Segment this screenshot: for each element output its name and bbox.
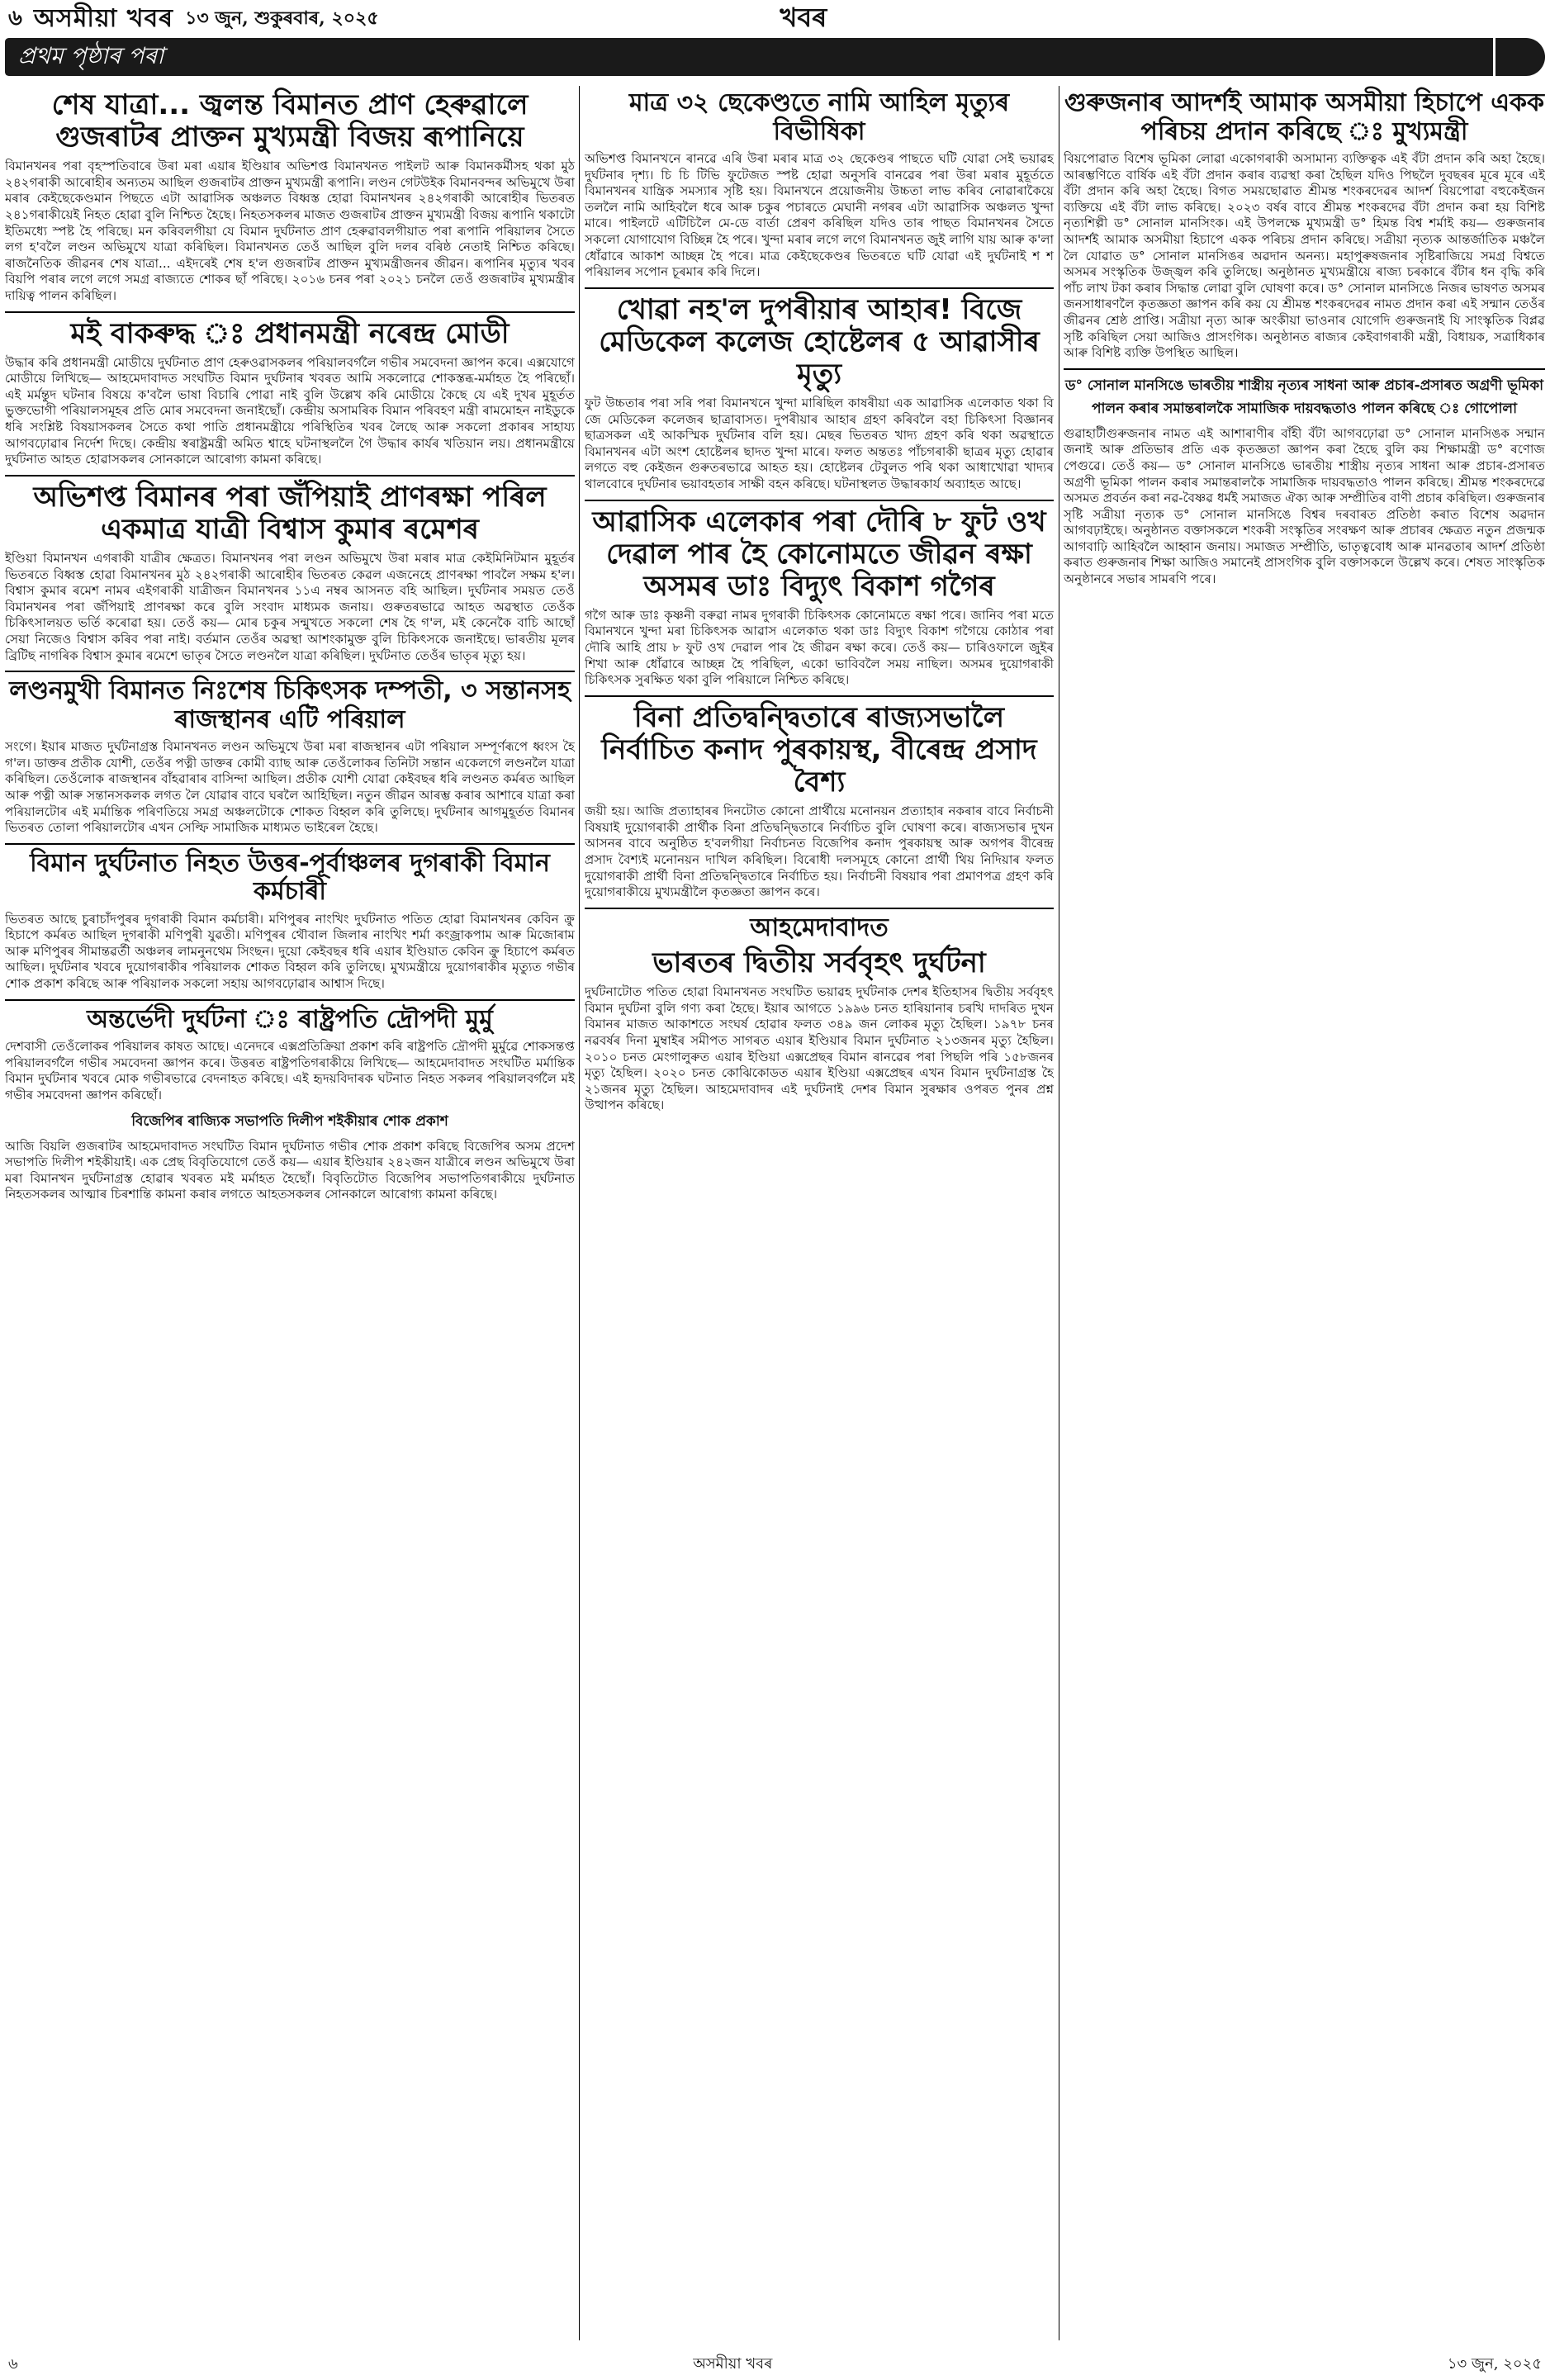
article-body: বিমানখনৰ পৰা বৃহস্পতিবাৰে উৰা মৰা এয়াৰ ইণ্ডিয়াৰ অভিশপ্ত বিমানখনত পাইলট আৰু বিমানকৰ্মীসহ থকা মুঠ ২৪২গৰাকী আৰোহীৰ অন্যতম আছিল গুজৰাটৰ প্ৰাক্তন মুখ্যমন্ত্ৰী ৰূপানি। লণ্ডন গেটউইক বিমানবন্দৰ অভিমুখে উৰা মৰাৰ কেইছেকেণ্ডমান পিছতে এটা আৱাসিক অঞ্চলত বিধ্বস্ত হোৱা বিমানখনৰ ২৪২গৰাকী আৰোহীৰ ভিতৰত ২৪১গৰাকীয়েই নিহত হোৱা বুলি নিশ্চিত হৈছে। নিহতসকলৰ মাজত গুজৰাটৰ প্ৰাক্তন মুখ্যমন্ত্ৰী বিজয় ৰূপানি থকাটো ইতিমধ্যে স্পষ্ট হৈ পৰিছে। মন কৰিবলগীয়া যে বিমান দুৰ্ঘটনাত প্ৰাণ হেৰুৱাবলগীয়াত পৰা ৰূপানি পৰিয়ালৰ সৈতে লগ হ'বলৈ লণ্ডন অভিমুখে যাত্ৰা কৰিছিল। বিমানখনত তেওঁ আছিল বুলি দলৰ বৰিষ্ঠ নেতাই নিশ্চিত কৰিছে। ৰাজনৈতিক জীৱনৰ শেষ যাত্ৰা... এইদৰেই শেষ হ'ল গুজৰাটৰ প্ৰাক্তন মুখ্যমন্ত্ৰীজনৰ জীৱন। ৰূপানিৰ মৃত্যুৰ খবৰ বিয়পি পৰাৰ লগে লগে সমগ্ৰ ৰাজ্যতে শোকৰ ছাঁ পৰিছে। ২০১৬ চনৰ পৰা ২০২১ চনলৈ তেওঁ গুজৰাটৰ মুখ্যমন্ত্ৰীৰ দায়িত্ব পালন কৰিছিল।: [5, 159, 575, 303]
divider: [585, 695, 1054, 697]
masthead-left: [8, 0, 379, 40]
paper-name: অসমীয়া খবৰ: [33, 3, 174, 33]
article-body: গুৱাহাটীগুৰুজনাৰ নামত এই আশাৰাণীৰ বাঁহী বঁটা আগবঢ়োৱা ড° সোনাল মানসিঙক সন্মান জনাই আৰু প্ৰতিভাৰ প্ৰতি এক কৃতজ্ঞতা জ্ঞাপন কৰা হৈছে বুলি কয় শিক্ষামন্ত্ৰী ড° ৰণোজ পেগুৱে। তেওঁ কয়— ড° সোনাল মানসিঙে ভাৰতীয় শাস্ত্ৰীয় নৃত্যৰ সাধনা আৰু প্ৰচাৰ-প্ৰসাৰত অগ্ৰণী ভূমিকা পালন কৰাৰ সমান্তৰালকৈ সামাজিক দায়বদ্ধতাও পালন কৰিছে। শ্ৰীমন্ত শংকৰদেৱে অসমত প্ৰবৰ্তন কৰা নৱ-বৈষ্ণৱ ধৰ্মই সমাজত ঐক্য আৰু সম্প্ৰীতিৰ বাণী প্ৰচাৰ কৰিছিল। গুৰুজনাৰ সৃষ্টি সত্ৰীয়া নৃত্যক ড° সোনাল মানসিঙে বিশ্বৰ দৰবাৰত প্ৰতিষ্ঠা কৰাত বিশেষ অৱদান আগবঢ়াইছে। অনুষ্ঠানত বক্তাসকলে শংকৰী সংস্কৃতিৰ সংৰক্ষণ আৰু প্ৰচাৰৰ ক্ষেত্ৰত নতুন প্ৰজন্মক আগবাঢ়ি আহিবলৈ আহ্বান জনায়। সমাজত সম্প্ৰীতি, ভাতৃত্ববোধ আৰু মানৱতাৰ আদৰ্শ প্ৰতিষ্ঠা কৰাত গুৰুজনাৰ শিক্ষা আজিও সমানেই প্ৰাসংগিক বুলি বক্তাসকলে উল্লেখ কৰে। শেষত সাংস্কৃতিক অনুষ্ঠানৰে সভাৰ সামৰণি পৰে।: [1064, 425, 1545, 587]
article-headline: অভিশপ্ত বিমানৰ পৰা জঁপিয়াই প্ৰাণৰক্ষা পৰিল একমাত্ৰ যাত্ৰী বিশ্বাস কুমাৰ ৰমেশৰ: [33, 480, 547, 546]
divider: [5, 311, 575, 313]
article: [5, 1006, 575, 1203]
article-subheading: ড° সোনাল মানসিঙে ভাৰতীয় শাস্ত্ৰীয় নৃত্যৰ সাধনা আৰু প্ৰচাৰ-প্ৰসাৰত অগ্ৰণী ভূমিকা পালন কৰাৰ সমান্তৰালকৈ সামাজিক দায়বদ্ধতাও পালন কৰিছে ঃ গোপোলা: [1064, 377, 1544, 417]
article: [585, 89, 1054, 281]
article-body: সংগে। ইয়াৰ মাজত দুৰ্ঘটনাগ্ৰস্ত বিমানখনত লণ্ডন অভিমুখে উৰা মৰা ৰাজস্থানৰ এটা পৰিয়াল সম্পূৰ্ণৰূপে ধ্বংস হৈ গ'ল। ডাক্তৰ প্ৰতীক যোশী, তেওঁৰ পত্নী ডাক্তৰ কোমী ব্যাছ আৰু তেওঁলোকৰ তিনিটা সন্তান একেলগে লণ্ডনলৈ যাত্ৰা কৰিছিল। তেওঁলোক ৰাজস্থানৰ বাঁহৱাৰাৰ বাসিন্দা আছিল। প্ৰতীক যোশী যোৱা কেইবছৰ ধৰি লণ্ডনত কৰ্মৰত আছিল আৰু পত্নী আৰু সন্তানসকলক লগত লৈ যোৱাৰ বাবে ঘৰলৈ আহিছিল। নতুন জীৱন আৰম্ভ কৰাৰ আশাৰে যাত্ৰা কৰা পৰিয়ালটোৰ এই মৰ্মান্তিক পৰিণতিয়ে সমগ্ৰ অঞ্চলটোকে শোকত বিহ্বল কৰি তুলিছে। দুৰ্ঘটনাৰ আগমুহূৰ্তত বিমানৰ ভিতৰত তোলা পৰিয়ালটোৰ এখন সেল্ফি সামাজিক মাধ্যমত ভাইৰেল হৈছে।: [5, 739, 575, 836]
article-body: গগৈ আৰু ডাঃ কৃষ্ণনী বৰুৱা নামৰ দুগৰাকী চিকিৎসক কোনোমতে ৰক্ষা পৰে। জানিব পৰা মতে বিমানখনে খুন্দা মৰা চিকিৎসক আৱাস এলেকাত থকা ডাঃ বিদ্যুৎ বিকাশ গগৈয়ে কোঠাৰ পৰা দৌৰি আহি প্ৰায় ৮ ফুট ওখ দেৱাল পাৰ হৈ জীৱন ৰক্ষা কৰে। তেওঁ কয়— চাৰিওফালে জুইৰ শিখা আৰু ধোঁৱাৰে আচ্ছন্ন হৈ পৰিছিল, একো ভাবিবলৈ সময় নাছিল। অসমৰ দুয়োগৰাকী চিকিৎসক সুৰক্ষিত থকা বুলি পৰিয়ালে নিশ্চিত কৰিছে।: [585, 607, 1054, 688]
article-body: উদ্ধাৰ কৰি প্ৰধানমন্ত্ৰী মোডীয়ে দুৰ্ঘটনাত প্ৰাণ হেৰুওৱাসকলৰ পৰিয়ালবৰ্গলৈ গভীৰ সমবেদনা জ্ঞাপন কৰে। এক্সযোগে মোডীয়ে লিখিছে— আহমেদাবাদত সংঘটিত বিমান দুৰ্ঘটনাৰ খবৰত আমি সকলোৱে শোকস্তব্ধ-মৰ্মাহত হৈ পৰিছোঁ। এই মৰ্মন্তুদ ঘটনাৰ বিষয়ে ক'বলৈ ভাষা বিচাৰি পোৱা নাই বুলি উল্লেখ কৰি মোডীয়ে কৈছে যে এই দুখৰ মুহূৰ্তত ভুক্তভোগী পৰিয়ালসমূহৰ প্ৰতি মোৰ সমবেদনা জনাইছোঁ। কেন্দ্ৰীয় অসামৰিক বিমান পৰিবহণ মন্ত্ৰী ৰামমোহন নাইডুকে ধৰি সংশ্লিষ্ট বিষয়াসকলৰ সৈতে কথা পাতি প্ৰধানমন্ত্ৰীয়ে পৰিস্থিতিৰ খবৰ লৈছে আৰু সকলো প্ৰকাৰৰ সাহায্য আগবঢ়োৱাৰ নিৰ্দেশ দিছে। কেন্দ্ৰীয় স্বৰাষ্ট্ৰমন্ত্ৰী অমিত শ্বাহে ঘটনাস্থললৈ গৈ উদ্ধাৰ কাৰ্যৰ খতিয়ান লয়। প্ৰধানমন্ত্ৰীয়ে দুৰ্ঘটনাত আহত হোৱাসকলৰ সোনকালে আৰোগ্য কামনা কৰিছে।: [5, 354, 575, 467]
article-headline: বিনা প্ৰতিদ্বন্দ্বিতাৰে ৰাজ্যসভালৈ নিৰ্বাচিত কনাদ পুৰকায়স্থ, বীৰেন্দ্ৰ প্ৰসাদ বৈশ্য: [601, 700, 1037, 799]
article-headline: মাত্ৰ ৩২ ছেকেণ্ডতে নামি আহিল মৃত্যুৰ বিভীষিকা: [628, 88, 1010, 146]
article: [585, 294, 1054, 493]
article-body: আজি বিয়লি গুজৰাটৰ আহমেদাবাদত সংঘটিত বিমান দুৰ্ঘটনাত গভীৰ শোক প্ৰকাশ কৰিছে বিজেপিৰ অসম প্ৰদেশ সভাপতি দিলীপ শইকীয়াই। এক প্ৰেছ বিবৃতিযোগে তেওঁ কয়— এয়াৰ ইণ্ডিয়াৰ ২৪২জন যাত্ৰীৰে লণ্ডন অভিমুখে উৰা মৰা বিমানখন দুৰ্ঘটনাগ্ৰস্ত হোৱাৰ খবৰত মই মৰ্মাহত হৈছোঁ। বিবৃতিটোত বিজেপিৰ সভাপতিগৰাকীয়ে দুৰ্ঘটনাত নিহতসকলৰ আত্মাৰ চিৰশান্তি কামনা কৰাৰ লগতে আহতসকলৰ সোনকালে আৰোগ্য কামনা কৰিছে।: [5, 1138, 575, 1202]
article: [585, 506, 1054, 689]
column-divider: [579, 86, 580, 2340]
footer-date: ১৩ জুন, ২০২৫: [1447, 2355, 1542, 2373]
article: [5, 850, 575, 993]
article-headline: অন্তৰ্ভেদী দুৰ্ঘটনা ঃ ৰাষ্ট্ৰপতি দ্ৰৌপদী মুৰ্মু: [87, 1004, 493, 1034]
article: [5, 481, 575, 664]
article: [5, 89, 575, 305]
column-right: [1064, 86, 1545, 2340]
divider: [5, 843, 575, 845]
article-body: অভিশপ্ত বিমানখনে ৰানৱে এৰি উৰা মৰাৰ মাত্ৰ ৩২ ছেকেণ্ডৰ পাছতে ঘটি যোৱা সেই ভয়াৱহ দুৰ্ঘটনাৰ দৃশ্য। চি চি টিভি ফুটেজত স্পষ্ট হোৱা অনুসৰি বানৱেৰ পৰা উৰা মৰাৰ মুহূৰ্ততে বিমানখনৰ যান্ত্ৰিক সমস্যাৰ সৃষ্টি হয়। বিমানখনে প্ৰয়োজনীয় উচ্চতা লাভ কৰিব নোৱাৰাকৈয়ে তললৈ নামি আহিবলৈ ধৰে আৰু চকুৰ পচাৰতে মেঘানী নগৰৰ এটা আৱাসিক অঞ্চলত খুন্দা মাৰে। পাইলটে এটিচিলৈ মে-ডে বাৰ্তা প্ৰেৰণ কৰিছিল যদিও তাৰ পাছত বিমানখনৰ সৈতে সকলো যোগাযোগ বিচ্ছিন্ন হৈ পৰে। খুন্দা মৰাৰ লগে লগে বিমানখনত জুই লাগি যায় আৰু ক'লা ধোঁৱাৰে আকাশ আচ্ছন্ন হৈ পৰে। মাত্ৰ কেইছেকেণ্ডৰ ভিতৰতে ঘটি যোৱা এই দুৰ্ঘটনাই শ শ পৰিয়ালৰ সপোন চূৰমাৰ কৰি দিলে।: [585, 151, 1054, 280]
page-footer: [8, 2352, 1542, 2377]
article-kicker: আহমেদাবাদত: [750, 913, 889, 942]
article-headline: বিমান দুৰ্ঘটনাত নিহত উত্তৰ-পূৰ্বাঞ্চলৰ দুগৰাকী বিমান কৰ্মচাৰী: [30, 848, 550, 907]
masthead: [8, 3, 1542, 35]
article-body: জয়ী হয়। আজি প্ৰত্যাহাৰৰ দিনটোত কোনো প্ৰাৰ্থীয়ে মনোনয়ন প্ৰত্যাহাৰ নকৰাৰ বাবে নিৰ্বাচনী বিষয়াই দুয়োগৰাকী প্ৰাৰ্থীক বিনা প্ৰতিদ্বন্দ্বিতাৰে নিৰ্বাচিত বুলি ঘোষণা কৰে। ৰাজ্যসভাৰ দুখন আসনৰ বাবে অনুষ্ঠিত হ'বলগীয়া নিৰ্বাচনত বিজেপিৰ কনাদ পুৰকায়স্থ আৰু অগপৰ বীৰেন্দ্ৰ প্ৰসাদ বৈশ্যই মনোনয়ন দাখিল কৰিছিল। বিৰোধী দলসমূহে কোনো প্ৰাৰ্থী থিয় নিদিয়াৰ ফলত দুয়োগৰাকী প্ৰাৰ্থী বিনা প্ৰতিদ্বন্দ্বিতাৰে নিৰ্বাচিত হয়। নিৰ্বাচনী বিষয়াৰ পৰা প্ৰমাণপত্ৰ গ্ৰহণ কৰি দুয়োগৰাকীয়ে মুখ্যমন্ত্ৰীলৈ কৃতজ্ঞতা জ্ঞাপন কৰে।: [585, 804, 1054, 900]
article-headline: খোৱা নহ'ল দুপৰীয়াৰ আহাৰ! বিজে মেডিকেল কলেজ হোষ্টেলৰ ৫ আৱাসীৰ মৃত্যু: [599, 292, 1040, 391]
footer-paper-name: অসমীয়া খবৰ: [693, 2355, 773, 2373]
divider: [585, 500, 1054, 501]
column-left: [5, 86, 575, 2340]
article-headline: লণ্ডনমুখী বিমানত নিঃশেষ চিকিৎসক দম্পতী, ৩ সন্তানসহ ৰাজস্থানৰ এটি পৰিয়াল: [9, 676, 571, 734]
article-headline: মই বাকৰুদ্ধ ঃ প্ৰধানমন্ত্ৰী নৰেন্দ্ৰ মোডী: [70, 316, 510, 350]
article: [5, 677, 575, 837]
article: [5, 318, 575, 468]
article: [585, 914, 1054, 1114]
divider: [5, 999, 575, 1001]
article-subheading: বিজেপিৰ ৰাজ্যিক সভাপতি দিলীপ শইকীয়াৰ শোক প্ৰকাশ: [131, 1112, 448, 1130]
banner-curl-icon: [1493, 38, 1545, 76]
page-number: ৬: [8, 6, 22, 31]
article: [585, 702, 1054, 901]
column-middle: [585, 86, 1054, 2340]
footer-page-number: ৬: [8, 2355, 18, 2373]
section-title: খবৰ: [780, 2, 827, 33]
article-body: বিয়পোৱাত বিশেষ ভূমিকা লোৱা একোগৰাকী অসামান্য ব্যক্তিত্বক এই বঁটা প্ৰদান কৰি অহা হৈছে। আৰম্ভণিতে বাৰ্ষিক এই বঁটা প্ৰদান কৰাৰ ব্যৱস্থা কৰা হৈছিল যদিও পিছলৈ দুবছৰৰ মূৰে মূৰে এই বঁটা প্ৰদান কৰি অহা হৈছে। বিগত সময়ছোৱাত শ্ৰীমন্ত শংকৰদেৱৰ আদৰ্শ বিয়পোৱা বহুকেইজন ব্যক্তিয়ে এই বঁটা লাভ কৰিছে। ২০২৩ বৰ্ষৰ বাবে শ্ৰীমন্ত শংকৰদেৱ বঁটা প্ৰদান কৰা হয় বিশিষ্ট নৃত্যশিল্পী ড° সোনাল মানসিংক। এই উপলক্ষে মুখ্যমন্ত্ৰী ড° হিমন্ত বিশ্ব শৰ্মাই কয়— গুৰুজনাৰ আদৰ্শই আমাক অসমীয়া হিচাপে একক পৰিচয় প্ৰদান কৰিছে। সত্ৰীয়া নৃত্যক আন্তৰ্জাতিক মঞ্চলৈ লৈ যোৱাত ড° সোনাল মানসিঙৰ অৱদান অনন্য। মহাপুৰুষজনাৰ সৃষ্টিৰাজিয়ে সমগ্ৰ বিশ্বতে অসমৰ সংস্কৃতিক উজ্জ্বল কৰি তুলিছে। অনুষ্ঠানত মুখ্যমন্ত্ৰীয়ে ৰাজ্য চৰকাৰে বঁটাৰ ধন বৃদ্ধি কৰি পাঁচ লাখ টকা কৰাৰ সিদ্ধান্ত লোৱা বুলি ঘোষণা কৰে। ড° সোনাল মানসিঙে নিজৰ ভাষণত অসমৰ জনসাধাৰণলৈ কৃতজ্ঞতা জ্ঞাপন কৰি কয় যে শ্ৰীমন্ত শংকৰদেৱৰ নামত প্ৰদান কৰা এই সন্মান তেওঁৰ জীৱনৰ শ্ৰেষ্ঠ প্ৰাপ্তি। সত্ৰীয়া নৃত্য আৰু অংকীয়া ভাওনাৰ যোগেদি গুৰুজনাই যি সাংস্কৃতিক বিপ্লৱ সৃষ্টি কৰিছিল সেয়া আজিও প্ৰাসংগিক। অনুষ্ঠানত ৰাজ্যৰ কেইবাগৰাকী মন্ত্ৰী, বিধায়ক, সত্ৰাধিকাৰ আৰু বিশিষ্ট ব্যক্তি উপস্থিত আছিল।: [1064, 151, 1545, 361]
divider: [5, 475, 575, 476]
divider: [585, 287, 1054, 289]
article-headline: আৱাসিক এলেকাৰ পৰা দৌৰি ৮ ফুট ওখ দেৱাল পাৰ হৈ কোনোমতে জীৱন ৰক্ষা অসমৰ ডাঃ বিদ্যুৎ বিকাশ গগৈৰ: [592, 505, 1046, 603]
article-headline: গুৰুজনাৰ আদৰ্শই আমাক অসমীয়া হিচাপে একক পৰিচয় প্ৰদান কৰিছে ঃ মুখ্যমন্ত্ৰী: [1064, 88, 1545, 146]
section-label: প্ৰথম পৃষ্ঠাৰ পৰা: [18, 41, 164, 69]
article-body: দুৰ্ঘটনাটোত পতিত হোৱা বিমানখনত সংঘটিত ভয়াৱহ দুৰ্ঘটনাক দেশৰ ইতিহাসৰ দ্বিতীয় সৰ্ববৃহৎ বিমান দুৰ্ঘটনা বুলি গণ্য কৰা হৈছে। ইয়াৰ আগতে ১৯৯৬ চনত হাৰিয়ানাৰ চৰখি দাদৰিত দুখন বিমানৰ মাজত আকাশতে সংঘৰ্ষ হোৱাৰ ফলত ৩৪৯ জন লোকৰ মৃত্যু হৈছিল। ১৯৭৮ চনৰ নৱবৰ্ষৰ দিনা মুম্বাইৰ সমীপত সাগৰত এয়াৰ ইণ্ডিয়াৰ বিমান দুৰ্ঘটনাত ২১৩জনৰ মৃত্যু হৈছিল। ২০১০ চনত মেংগালুৰুত এয়াৰ ইণ্ডিয়া এক্সপ্ৰেছৰ বিমান ৰানৱেৰ পৰা পিছলি পৰি ১৫৮জনৰ মৃত্যু হৈছিল। ২০২০ চনত কোঝিকোডত এয়াৰ ইণ্ডিয়া এক্সপ্ৰেছৰ এখন বিমান দুৰ্ঘটনাগ্ৰস্ত হৈ ২১জনৰ মৃত্যু হৈছিল। আহমেদাবাদৰ এই দুৰ্ঘটনাই দেশৰ বিমান সুৰক্ষাৰ ওপৰত পুনৰ প্ৰশ্ন উত্থাপন কৰিছে।: [585, 984, 1054, 1113]
article-headline: ভাৰতৰ দ্বিতীয় সৰ্ববৃহৎ দুৰ্ঘটনা: [652, 946, 986, 980]
article-body: ভিতৰত আছে চুৰাচাঁদপুৰৰ দুগৰাকী বিমান কৰ্মচাৰী। মণিপুৰৰ নাংখিং দুৰ্ঘটনাত পতিত হোৱা বিমানখনৰ কেবিন ক্ৰু হিচাপে কৰ্মৰত আছিল দুগৰাকী মণিপুৰী যুৱতী। মণিপুৰৰ থৌবাল জিলাৰ নাংখিং শৰ্মা কংজ্ৰাকপাম আৰু মিজোৰাম আৰু মণিপুৰৰ সীমান্তৱৰ্তী অঞ্চলৰ লামনুনথেম সিংছন। দুয়ো কেইবছৰ ধৰি এয়াৰ ইণ্ডিয়াত কেবিন ক্ৰু হিচাপে কৰ্মৰত আছিল। দুৰ্ঘটনাৰ খবৰে দুয়োগৰাকীৰ পৰিয়ালক শোকত বিহ্বল কৰি তুলিছে। মুখ্যমন্ত্ৰীয়ে দুয়োগৰাকীৰ মৃত্যুত গভীৰ শোক প্ৰকাশ কৰিছে আৰু পৰিয়ালক সকলো সহায় আগবঢ়োৱাৰ আশ্বাস দিছে।: [5, 911, 575, 992]
issue-date: ১৩ জুন, শুকুৰবাৰ, ২০২৫: [185, 7, 379, 29]
divider: [5, 671, 575, 672]
section-banner: [5, 38, 1545, 76]
divider: [585, 908, 1054, 909]
article-body: ফুট উচ্চতাৰ পৰা সৰি পৰা বিমানখনে খুন্দা মাৰিছিল কাষৰীয়া এক আৱাসিক এলেকাত থকা বি জে মেডিকেল কলেজৰ ছাত্ৰাবাসত। দুপৰীয়াৰ আহাৰ গ্ৰহণ কৰিবলৈ বহা চিকিৎসা বিজ্ঞানৰ ছাত্ৰসকল এই আকস্মিক দুৰ্ঘটনাৰ বলি হয়। মেছৰ ভিতৰত খাদ্য গ্ৰহণ কৰি থকা অৱস্থাতে বিমানখনৰ এটা অংশ হোষ্টেলৰ ছাদত খুন্দা মাৰে। ফলত অন্ততঃ পাঁচগৰাকী ছাত্ৰৰ মৃত্যু হোৱাৰ লগতে বহু কেইজন গুৰুতৰভাৱে আহত হয়। হোষ্টেলৰ টেবুলত পৰি থকা আধাখোৱা খাদ্যৰ থালবোৰে দুৰ্ঘটনাৰ ভয়াবহতাৰ সাক্ষী বহন কৰিছে। ঘটনাস্থলত উদ্ধাৰকাৰ্য অব্যাহত আছে।: [585, 396, 1054, 491]
divider: [1064, 368, 1545, 370]
article-headline: শেষ যাত্ৰা... জ্বলন্ত বিমানত প্ৰাণ হেৰুৱালে গুজৰাটৰ প্ৰাক্তন মুখ্যমন্ত্ৰী বিজয় ৰূপানিয়ে: [51, 88, 529, 154]
article: [1064, 89, 1545, 588]
article-body: ইণ্ডিয়া বিমানখন এগৰাকী যাত্ৰীৰ ক্ষেত্ৰত। বিমানখনৰ পৰা লণ্ডন অভিমুখে উৰা মৰাৰ মাত্ৰ কেইমিনিটমান মুহূৰ্তৰ ভিতৰতে বিধ্বস্ত হোৱা বিমানখনৰ মুঠ ২৪২গৰাকী আৰোহীৰ ভিতৰত কেৱল এজনেহে প্ৰাণৰক্ষা পাবলৈ সক্ষম হ'ল। বিশ্বাস কুমাৰ ৰমেশ নামৰ এইগৰাকী যাত্ৰীজন বিমানখনৰ ১১এ নম্বৰ আসনত বহি আছিল। দুৰ্ঘটনাৰ সময়ত তেওঁ বিমানখনৰ পৰা জঁপিয়াই প্ৰাণৰক্ষা কৰে বুলি সংবাদ মাধ্যমক জনায়। গুৰুতৰভাৱে আহত অৱস্থাত তেওঁক চিকিৎসালয়ত ভৰ্তি কৰোৱা হয়। তেওঁ কয়— মোৰ চকুৰ সন্মুখতে সকলো শেষ হৈ গ'ল, মই কেনেকৈ বাচি আছোঁ সেয়া নিজেও বিশ্বাস কৰিব পৰা নাই। বৰ্তমান তেওঁৰ অৱস্থা আশংকামুক্ত বুলি চিকিৎসকে জনাইছে। ভাৰতীয় মূলৰ ব্ৰিটিছ নাগৰিক বিশ্বাস কুমাৰ ৰমেশে ভাতৃৰ সৈতে লণ্ডনলৈ যাত্ৰা কৰিছিল। দুৰ্ঘটনাত তেওঁৰ ভাতৃৰ মৃত্যু হয়।: [5, 550, 575, 663]
article-body: দেশবাসী তেওঁলোকৰ পৰিয়ালৰ কাষত আছে। এনেদৰে এক্সপ্ৰতিক্ৰিয়া প্ৰকাশ কৰি ৰাষ্ট্ৰপতি দ্ৰৌপদী মুৰ্মুৱে শোকসন্তপ্ত পৰিয়ালবৰ্গলৈ গভীৰ সমবেদনা জ্ঞাপন কৰে। উত্তৰত ৰাষ্ট্ৰপতিগৰাকীয়ে লিখিছে— আহমেদাবাদত সংঘটিত মৰ্মান্তিক বিমান দুৰ্ঘটনাৰ খবৰে মোক গভীৰভাৱে বেদনাহত কৰিছে। এই হৃদয়বিদাৰক ঘটনাত নিহত সকলৰ পৰিয়ালবৰ্গলৈ মই গভীৰ সমবেদনা জ্ঞাপন কৰিছোঁ।: [5, 1039, 575, 1102]
